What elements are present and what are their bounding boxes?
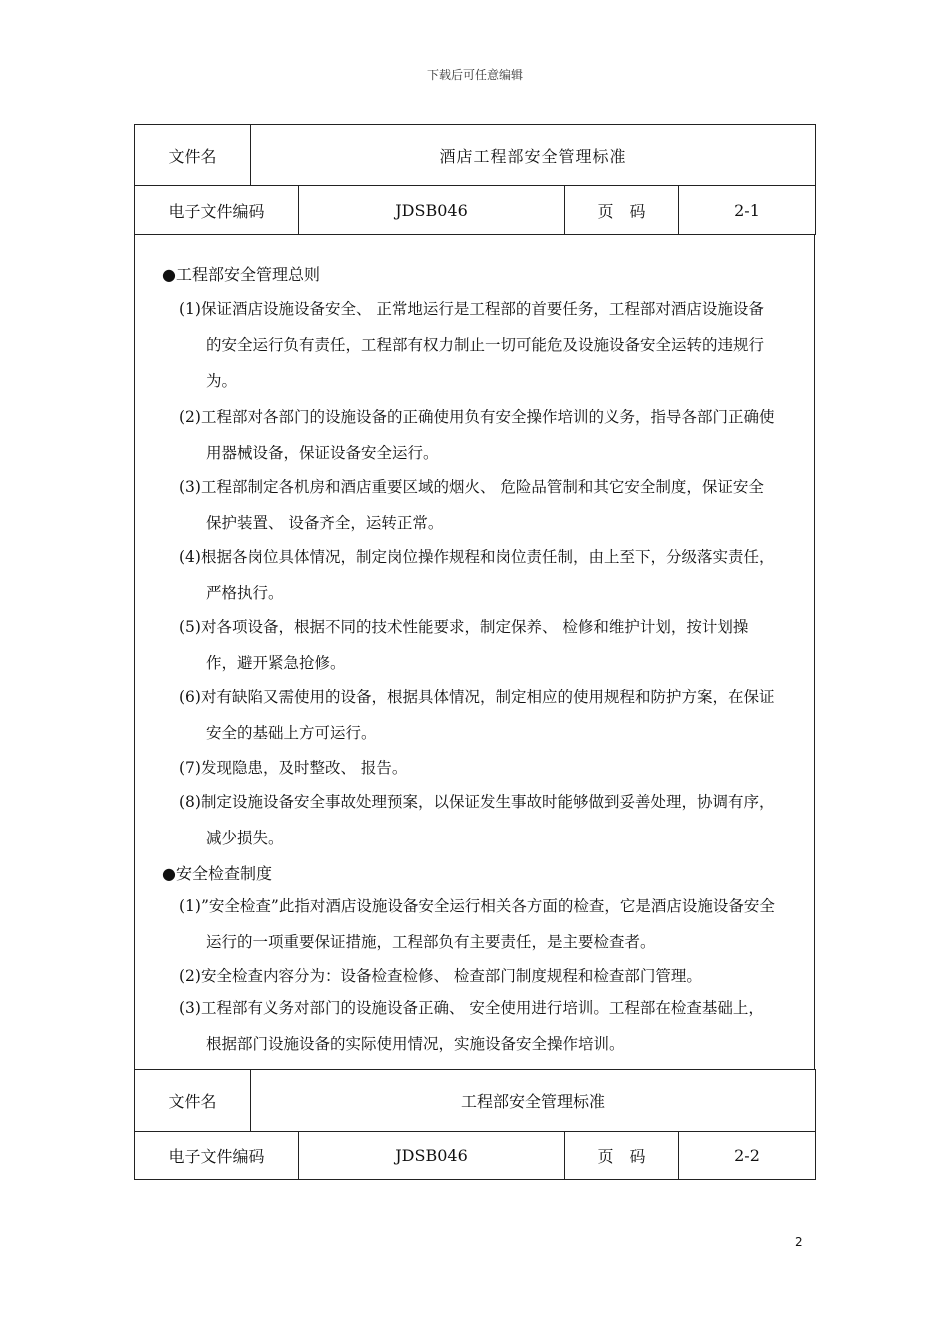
file-name-label: 文件名 <box>135 1070 251 1132</box>
code-label: 电子文件编码 <box>135 1132 299 1180</box>
page-label: 页 码 <box>565 1132 679 1180</box>
page-value: 2-1 <box>679 186 816 235</box>
page-value: 2-2 <box>679 1132 816 1180</box>
code-label: 电子文件编码 <box>135 186 299 235</box>
page-number: 2 <box>795 1235 803 1249</box>
list-item: (6)对有缺陷又需使用的设备，根据具体情况，制定相应的使用规程和防护方案，在保证安全的基础上方可运行。 <box>179 688 775 742</box>
file-name-label: 文件名 <box>135 125 251 186</box>
content-body <box>134 234 815 1070</box>
list-item: (1)保证酒店设施设备安全、 正常地运行是工程部的首要任务，工程部对酒店设施设备的安全运行负有责任，工程部有权力制止一切可能危及设施设备安全运转的违规行为。 <box>179 300 765 390</box>
bullet-icon: ● <box>162 265 176 284</box>
list-item: (2)工程部对各部门的设施设备的正确使用负有安全操作培训的义务，指导各部门正确使用器械设备，保证设备安全运行。 <box>179 408 775 462</box>
list-item: (7)发现隐患，及时整改、 报告。 <box>179 759 408 777</box>
list-item: (3)工程部制定各机房和酒店重要区域的烟火、 危险品管制和其它安全制度，保证安全保护装置、 设备齐全，运转正常。 <box>179 478 764 532</box>
code-value: JDSB046 <box>299 186 565 235</box>
list-item: (2)安全检查内容分为：设备检查检修、 检查部门制度规程和检查部门管理。 <box>179 967 702 985</box>
list-item: (1)”安全检查”此指对酒店设施设备安全运行相关各方面的检查，它是酒店设施设备安全运行的一项重要保证措施，工程部负有主要责任，是主要检查者。 <box>179 897 775 951</box>
list-item: (8)制定设施设备安全事故处理预案，以保证发生事故时能够做到妥善处理，协调有序，减少损失。 <box>179 793 775 847</box>
bullet-icon: ● <box>162 864 176 883</box>
document-title: 工程部安全管理标准 <box>251 1070 816 1132</box>
section-heading: ●安全检查制度 <box>162 864 273 883</box>
page-label: 页 码 <box>565 186 679 235</box>
list-item: (3)工程部有义务对部门的设施设备正确、 安全使用进行培训。工程部在检查基础上，根据部门设施设备的实际使用情况，实施设备安全操作培训。 <box>179 999 764 1053</box>
code-value: JDSB046 <box>299 1132 565 1180</box>
document-title: 酒店工程部安全管理标准 <box>251 125 816 186</box>
section-heading: ●工程部安全管理总则 <box>162 265 321 284</box>
top-note: 下载后可任意编辑 <box>426 68 523 82</box>
list-item: (4)根据各岗位具体情况，制定岗位操作规程和岗位责任制，由上至下，分级落实责任，严格执行。 <box>179 548 775 602</box>
footer-table <box>134 1069 816 1180</box>
list-item: (5)对各项设备，根据不同的技术性能要求，制定保养、 检修和维护计划，按计划操作，避开紧急抢修。 <box>179 618 749 672</box>
header-table <box>134 124 816 235</box>
